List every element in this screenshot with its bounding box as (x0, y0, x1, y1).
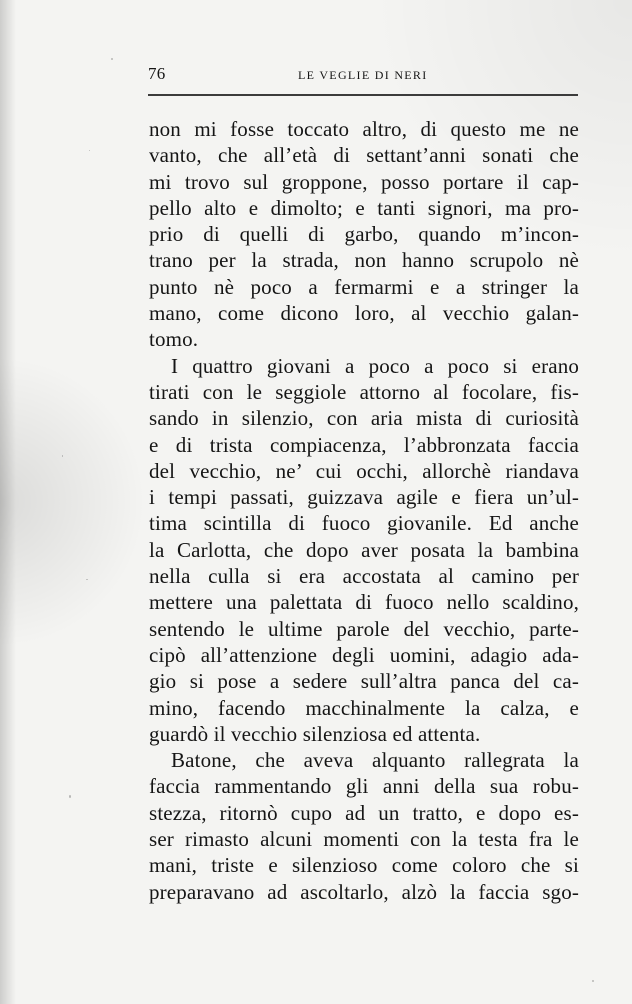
text-line: vanto, che all’età di settant’anni sonati che (149, 143, 579, 168)
text-line: tima scintilla di fuoco giovanile. Ed anche (149, 511, 579, 536)
paper-speck (111, 58, 113, 60)
text-line: sentendo le ultime parole del vecchio, parte- (149, 616, 579, 641)
text-line: guardò il vecchio silenziosa ed attenta. (149, 721, 481, 746)
text-line: mi trovo sul groppone, posso portare il cap- (149, 169, 579, 194)
text-line: ser rimasto alcuni momenti con la testa fra le (149, 827, 579, 852)
text-line: cipò all’attenzione degli uomini, adagio ada- (149, 642, 579, 667)
text-line: del vecchio, ne’ cui occhi, allorchè riandava (149, 458, 579, 483)
paragraph-start-line: Batone, che aveva alquanto rallegrata la (171, 748, 579, 773)
text-line: trano per la strada, non hanno scrupolo nè (149, 248, 579, 273)
text-line: mani, triste e silenzioso come coloro che si (149, 853, 579, 878)
page-header (148, 64, 578, 94)
text-line: sando in silenzio, con aria mista di curiosità (149, 406, 579, 431)
text-line: preparavano ad ascoltarlo, alzò la faccia sgo- (149, 879, 579, 904)
text-line: non mi fosse toccato altro, di questo me ne (149, 117, 579, 141)
text-line: pello alto e dimolto; e tanti signori, ma pro- (149, 195, 579, 220)
text-line: mano, come dicono loro, al vecchio galan- (149, 301, 579, 326)
paper-speck (86, 579, 88, 580)
text-line: mettere una palettata di fuoco nello scaldino, (149, 590, 579, 615)
paper-speck (592, 980, 594, 982)
running-title: LE VEGLIE DI NERI (298, 68, 428, 82)
text-line: tirati con le seggiole attorno al focolare, fis- (149, 379, 579, 404)
text-line: stezza, ritornò cupo ad un tratto, e dopo es- (149, 800, 579, 825)
text-line: i tempi passati, guizzava agile e fiera un’ul- (149, 485, 579, 510)
text-line: mino, facendo macchinalmente la calza, e (149, 695, 579, 720)
text-line: tomo. (149, 327, 199, 352)
text-line: faccia rammentando gli anni della sua robu- (149, 774, 579, 799)
text-line: e di trista compiacenza, l’abbronzata faccia (149, 432, 579, 457)
text-line: gio si pose a sedere sull’altra panca del ca- (149, 669, 579, 694)
page-number: 76 (148, 64, 166, 83)
page-edge-shadow (0, 0, 16, 1004)
paper-speck (62, 455, 63, 457)
header-rule (148, 94, 578, 96)
paper-speck (69, 795, 71, 798)
paper-speck (89, 150, 90, 151)
body-text (149, 116, 579, 905)
paragraph-start-line: I quattro giovani a poco a poco si erano (171, 353, 579, 378)
text-line: prio di quelli di garbo, quando m’incon- (149, 222, 579, 247)
text-line: la Carlotta, che dopo aver posata la bambina (149, 537, 579, 562)
text-line: punto nè poco a fermarmi e a stringer la (149, 274, 579, 299)
text-line: nella culla si era accostata al camino per (149, 564, 579, 589)
